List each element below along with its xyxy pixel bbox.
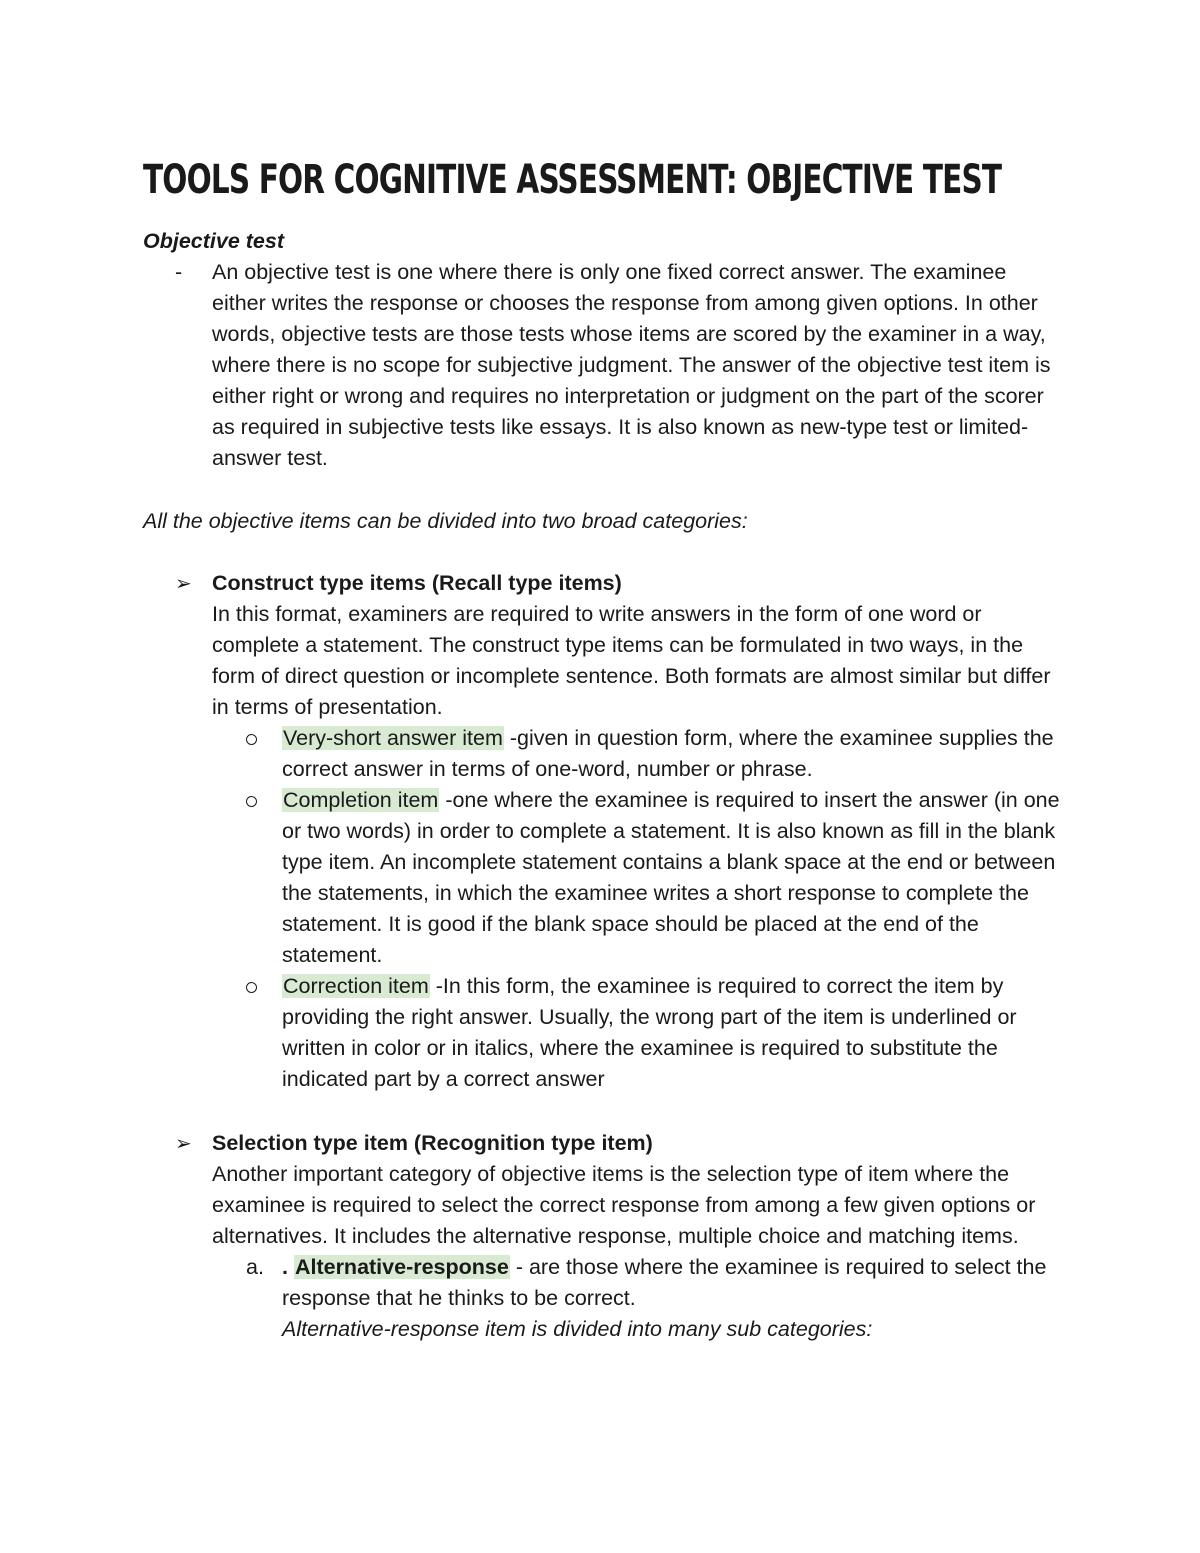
item-text: - are those where the examinee is required to select the response that he thinks to be correct. — [282, 1255, 1047, 1310]
dash-bullet: - — [175, 260, 183, 284]
item-text: -one where the examinee is required to insert the answer (in one or two words) in order to complete a statement. It is also known as fill in the blank type item. An incomplete statement contains a blank space at the end or between the statements, in which the examinee writes a short response to complete the statement. It is good if the blank space should be placed at the end of the statement. — [282, 788, 1060, 967]
circle-bullet-icon — [246, 796, 257, 807]
definition-paragraph: An objective test is one where there is only one fixed correct answer. The examinee either writes the response or chooses the response from among given options. In other words, objective tests are those tests whose items are scored by the examiner in a way, where there is no scope for subjective judgment. The answer of the objective test item is either right or wrong and requires no interpretation or judgment on the part of the scorer as required in subjective tests like essays. It is also known as new-type test or limited-answer test. — [212, 260, 1051, 470]
highlighted-term: Correction item — [283, 974, 429, 998]
circle-bullet-icon — [246, 982, 257, 993]
highlighted-term: Very-short answer item — [283, 726, 503, 750]
selection-items-list — [246, 1252, 1060, 1345]
arrow-bullet-icon: ➢ — [175, 1131, 192, 1155]
selection-type-heading: Selection type item (Recognition type item) — [212, 1131, 653, 1155]
objective-test-heading: Objective test — [143, 229, 284, 253]
item-prefix: . — [282, 1255, 294, 1279]
list-item — [282, 785, 1060, 971]
page-title: TOOLS FOR COGNITIVE ASSESSMENT: OBJECTIVE TEST — [143, 157, 1002, 203]
construct-type-heading: Construct type items (Recall type items) — [212, 571, 622, 595]
highlighted-term: Completion item — [283, 788, 439, 812]
list-item — [282, 723, 1060, 785]
selection-type-paragraph: Another important category of objective items is the selection type of item where the examinee is required to select the correct response from among a few given options or alternatives. It includes the alternative response, multiple choice and matching items. — [212, 1162, 1036, 1248]
list-item — [246, 1252, 1060, 1345]
list-item — [282, 971, 1060, 1095]
objective-test-definition — [175, 257, 1060, 474]
highlighted-term: Alternative-response — [294, 1255, 509, 1279]
item-text: -given in question form, where the examinee supplies the correct answer in terms of one-word, number or phrase. — [282, 726, 1054, 781]
item-note: Alternative-response item is divided into many sub categories: — [282, 1317, 873, 1341]
categories-intro: All the objective items can be divided into two broad categories: — [143, 509, 748, 533]
construct-items-list — [282, 723, 1060, 1095]
item-text: -In this form, the examinee is required to correct the item by providing the right answer. Usually, the wrong part of the item is underlined or written in color or in italics, where the examinee is required to substitute the indicated part by a correct answer — [282, 974, 1017, 1091]
alpha-marker: a. — [246, 1255, 264, 1279]
construct-type-section — [175, 568, 1060, 1095]
arrow-bullet-icon: ➢ — [175, 571, 192, 595]
construct-type-paragraph: In this format, examiners are required to write answers in the form of one word or complete a statement. The construct type items can be formulated in two ways, in the form of direct question or incomplete sentence. Both formats are almost similar but differ in terms of presentation. — [212, 602, 1051, 719]
circle-bullet-icon — [246, 734, 257, 745]
selection-type-section — [175, 1128, 1060, 1345]
